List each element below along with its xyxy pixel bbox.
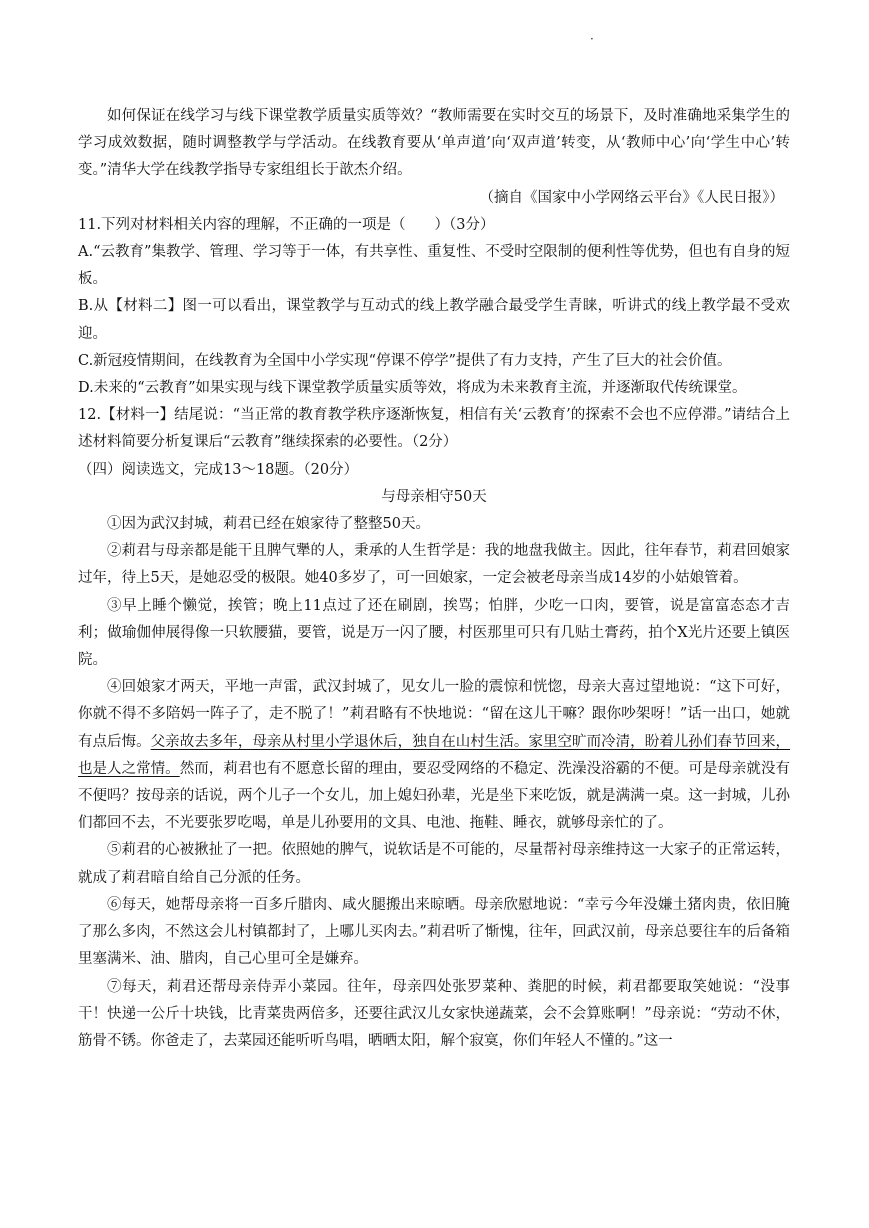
question-11-option-c: C.新冠疫情期间，在线教育为全国中小学实现“停课不停学”提供了有力支持，产生了巨大的社会价值。 <box>78 352 732 369</box>
article-paragraph-5: ⑤莉君的心被揪扯了一把。依照她的脾气，说软话是不可能的，尽量帮衬母亲维持这一大家子的正常运转，就成了莉君暗自给自己分派的任务。 <box>78 842 790 886</box>
article-paragraph-4 <box>78 674 790 837</box>
material-paragraph: 如何保证在线学习与线下课堂教学质量实质等效？“教师需要在实时交互的场景下，及时准确地采集学生的学习成效数据，随时调整教学与学活动。在线教育要从‘单声道’向‘双声道’转变，从‘教师中心’向‘学生中心’转变。”清华大学在线教学指导专家组组长于歆杰介绍。 <box>78 108 790 179</box>
question-11-stem: 11.下列对材料相关内容的理解，不正确的一项是（ ）（3分） <box>78 216 495 233</box>
question-11-option-d: D.未来的“云教育”如果实现与线下课堂教学质量实质等效，将成为未来教育主流，并逐渐取代传统课堂。 <box>78 380 747 397</box>
exam-content <box>78 103 790 1055</box>
question-12: 12.【材料一】结尾说：“当正常的教育教学秩序逐渐恢复，相信有关‘云教育’的探索不会也不应停滞。”请结合上述材料简要分析复课后“云教育”继续探索的必要性。（2分） <box>78 407 790 451</box>
article-title: 与母亲相守50天 <box>381 488 487 505</box>
question-11-option-b: B.从【材料二】图一可以看出，课堂教学与互动式的线上教学融合最受学生青睐，听讲式的线上教学最不受欢迎。 <box>78 298 790 342</box>
source-citation: （摘自《国家中小学网络云平台》《人民日报》） <box>479 189 784 206</box>
article-paragraph-3: ③早上睡个懒觉，挨管；晚上11点过了还在刷剧，挨骂；怕胖，少吃一口肉，要管，说是富富态态才吉利；做瑜伽伸展得像一只软腰猫，要管，说是万一闪了腰，村医那里可只有几贴土膏药，拍个X光片还要上镇医院。 <box>78 597 790 669</box>
section-4-heading: （四）阅读选文，完成13～18题。（20分） <box>78 461 359 478</box>
article-paragraph-6: ⑥每天，她帮母亲将一百多斤腊肉、咸火腿搬出来晾晒。母亲欣慰地说：“幸亏今年没嫌土猪肉贵，依旧腌了那么多肉，不然这会儿村镇都封了，上哪儿买肉去。”莉君听了惭愧，往年，回武汉前，母亲总要往车的后备箱里塞满米、油、腊肉，自己心里可全是嫌弃。 <box>78 896 790 968</box>
paragraph-4-text-b: 然而，莉君也有不愿意长留的理由，要忍受网络的不稳定、洗澡没浴霸的不便。可是母亲就没有不便吗？按母亲的话说，两个儿子一个女儿，加上媳妇孙辈，光是坐下来吃饭，就是满满一桌。这一封城，儿孙们都回不去，不光要张罗吃喝，单是儿孙要用的文具、电池、拖鞋、睡衣，就够母亲忙的了。 <box>78 760 790 832</box>
question-11-option-a: A.“云教育”集教学、管理、学习等于一体，有共享性、重复性、不受时空限制的便利性等优势，但也有自身的短板。 <box>78 244 790 288</box>
article-paragraph-7: ⑦每天，莉君还帮母亲侍弄小菜园。往年，母亲四处张罗菜种、粪肥的时候，莉君都要取笑她说：“没事干！快递一公斤十块钱，比青菜贵两倍多，还要往武汉儿女家快递蔬菜，会不会算账啊！”母亲说：“劳动不休，筋骨不锈。你爸走了，去菜园还能听听鸟唱，晒晒太阳，解个寂寞，你们年轻人不懂的。”这一 <box>78 978 790 1049</box>
underlined-sentence: 父亲故去多年，母亲从村里小学退休后，独自在山村生活。家里空旷而冷清，盼着儿孙们春节回来，也是人之常情。 <box>78 733 790 777</box>
article-paragraph-2: ②莉君与母亲都是能干且脾气犟的人，秉承的人生哲学是：我的地盘我做主。因此，往年春节，莉君回娘家过年，待上5天，是她忍受的极限。她40多岁了，可一回娘家，一定会被老母亲当成14岁的小姑娘管着。 <box>78 543 790 587</box>
header-mark: · <box>590 32 594 46</box>
paragraph-4-text-a: ④回娘家才两天，平地一声雷，武汉封城了，见女儿一脸的震惊和恍惚，母亲大喜过望地说：“这下可好，你就不得不多陪妈一阵子了，走不脱了！”莉君略有不快地说：“留在这儿干嘛？跟你吵架呀！”话一出口，她就有点后悔。 <box>78 679 790 750</box>
article-paragraph-1: ①因为武汉封城，莉君已经在娘家待了整整50天。 <box>107 516 430 533</box>
